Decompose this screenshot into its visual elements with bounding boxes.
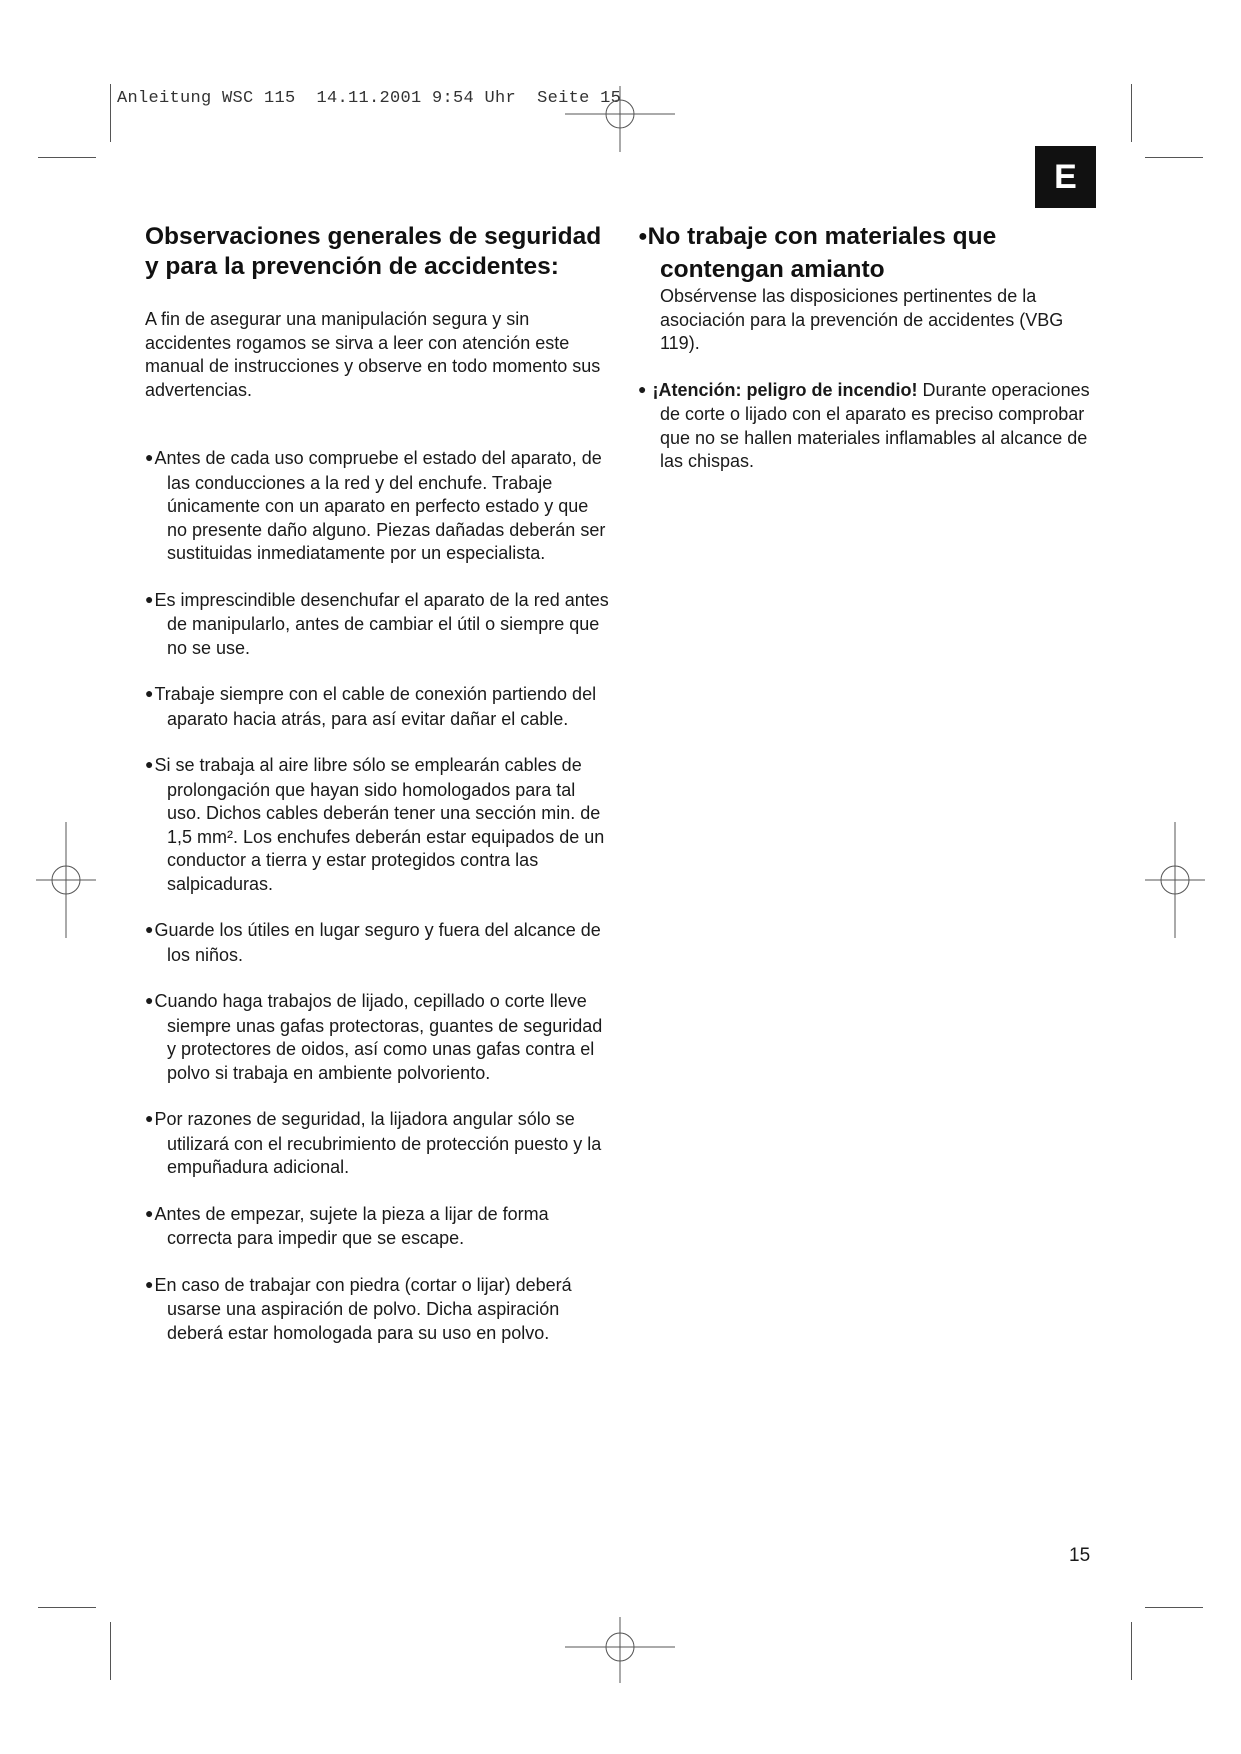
bullet-icon: ●: [145, 449, 154, 465]
right-column: [638, 222, 1100, 474]
bullet-icon: ●: [638, 228, 648, 245]
page-number: 15: [1069, 1545, 1091, 1566]
registration-mark-right: [1143, 820, 1207, 940]
list-item-text: Trabaje siempre con el cable de conexión partiendo del aparato hacia atrás, para así evitar dañar el cable.: [154, 684, 597, 729]
list-item-text: Guarde los útiles en lugar seguro y fuera del alcance de los niños.: [154, 920, 601, 965]
bullet-icon: ●: [145, 1110, 154, 1126]
list-item: [145, 683, 610, 731]
list-item-text: Por razones de seguridad, la lijadora angular sólo se utilizará con el recubrimiento de protección puesto y la empuñadura adicional.: [154, 1109, 602, 1177]
bullet-icon: ●: [638, 380, 647, 397]
list-item-text: Cuando haga trabajos de lijado, cepillado o corte lleve siempre unas gafas protectoras, guantes de seguridad y protectores de oidos, así como unas gafas contra el polvo si trabaja en ambiente polvoriento.: [154, 991, 603, 1083]
left-column: [145, 222, 610, 1345]
registration-mark-top: [560, 84, 680, 154]
bullet-icon: ●: [145, 685, 154, 701]
bullet-icon: ●: [145, 921, 154, 937]
bullet-icon: ●: [145, 590, 154, 607]
bullet-icon: ●: [145, 756, 154, 772]
bullet-icon: ●: [145, 1275, 154, 1292]
list-item-text: Si se trabaja al aire libre sólo se emplearán cables de prolongación que hayan sido homologados para tal uso. Dichos cables deberán tener una sección min. de 1,5 mm². Los enchufes deberán estar equipados de un conductor a tierra y estar protegidos contra las salpicaduras.: [154, 755, 605, 894]
registration-mark-bottom: [560, 1615, 680, 1685]
printer-slug: Anleitung WSC 115 14.11.2001 9:54 Uhr Seite 15: [117, 89, 622, 108]
list-item-text: En caso de trabajar con piedra (cortar o lijar) deberá usarse una aspiración de polvo. Dicha aspiración deberá estar homologada para su uso en polvo.: [154, 1274, 572, 1343]
fire-warning: [638, 379, 1100, 474]
list-item: [145, 589, 610, 661]
asbestos-block: [638, 222, 1100, 356]
list-item-text: Antes de empezar, sujete la pieza a lijar de forma correcta para impedir que se escape.: [154, 1203, 549, 1248]
list-item: [145, 447, 610, 566]
list-item: [145, 1274, 610, 1346]
list-item: [145, 754, 610, 896]
registration-mark-left: [34, 820, 98, 940]
right-heading: No trabaje con materiales que contengan amianto: [647, 223, 997, 283]
list-item-text: Es imprescindible desenchufar el aparato de la red antes de manipularlo, antes de cambiar el útil o siempre que no se use.: [154, 589, 609, 658]
bullet-icon: ●: [145, 1204, 154, 1221]
left-item-list: [145, 447, 610, 1345]
fire-warning-title: ¡Atención: peligro de incendio!: [652, 379, 918, 400]
asbestos-text: Obsérvense las disposiciones pertinentes de la asociación para la prevención de accidentes (VBG 119).: [660, 286, 1064, 353]
language-tab: E: [1035, 146, 1096, 208]
list-item: [145, 919, 610, 967]
list-item: [145, 1108, 610, 1180]
intro-paragraph: A fin de asegurar una manipulación segura y sin accidentes rogamos se sirva a leer con atención este manual de instrucciones y observe en todo momento sus advertencias.: [145, 309, 601, 400]
bullet-icon: ●: [145, 992, 154, 1008]
left-heading: Observaciones generales de seguridad y para la prevención de accidentes:: [145, 223, 602, 280]
fire-warning-text: Durante operaciones de corte o lijado con el aparato es preciso comprobar que no se hallen materiales inflamables al alcance de las chispas.: [660, 379, 1090, 471]
list-item: [145, 990, 610, 1085]
list-item-text: Antes de cada uso compruebe el estado del aparato, de las conducciones a la red y del enchufe. Trabaje únicamente con un aparato en perfecto estado y que no presente daño alguno. Piezas dañadas deberán ser sustituidas inmediatamente por un especialista.: [154, 448, 606, 563]
list-item: [145, 1203, 610, 1251]
